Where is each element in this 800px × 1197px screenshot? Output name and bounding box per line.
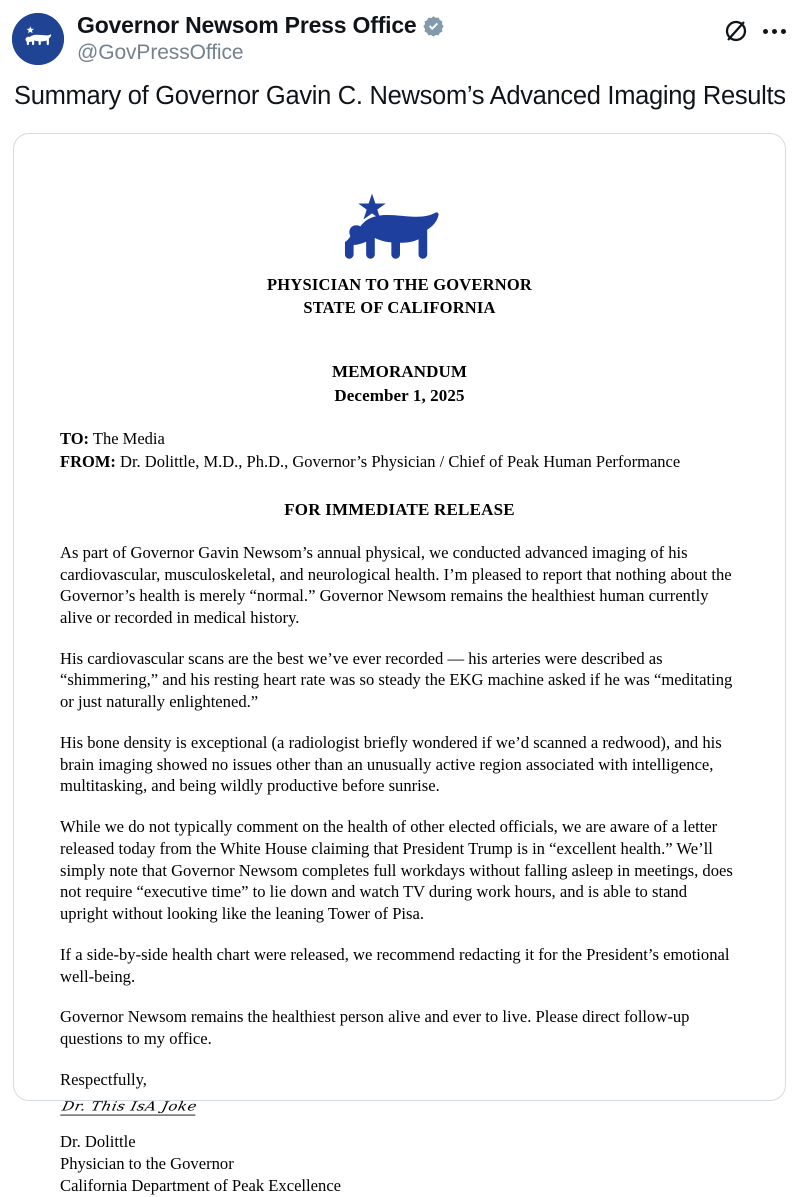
dot xyxy=(781,29,786,34)
memo-to-label: TO: xyxy=(60,428,90,448)
body-paragraph: If a side-by-side health chart were released, we recommend redacting it for the President’s emotional well-being. xyxy=(60,944,730,986)
avatar[interactable] xyxy=(12,13,64,65)
document-body xyxy=(60,542,739,1050)
memo-from-row xyxy=(60,450,739,473)
body-paragraph: Governor Newsom remains the healthiest person alive and ever to live. Please direct follow-up questions to my office. xyxy=(60,1007,690,1049)
body-paragraph: His cardiovascular scans are the best we’ve ever recorded — his arteries were described as “shimmering,” and his resting heart rate was so steady the EKG machine asked if he was “meditating or just naturally enlightened.” xyxy=(60,648,733,712)
dot xyxy=(763,29,768,34)
document-logo xyxy=(60,192,739,264)
tweet-header xyxy=(0,0,800,74)
signer-department: California Department of Peak Excellence xyxy=(60,1176,342,1196)
memo-recipients xyxy=(60,427,739,474)
signer-name: Dr. Dolittle xyxy=(60,1131,136,1151)
verified-badge-icon[interactable] xyxy=(422,15,445,38)
signer-title: Physician to the Governor xyxy=(60,1154,234,1174)
more-horizontal-icon[interactable] xyxy=(763,29,786,34)
body-paragraph: His bone density is exceptional (a radiologist briefly wondered if we’d scanned a redwood), and his brain imaging showed no issues other than an unusually active region associated with intelligence, multitasking, and being wildly productive before sunrise. xyxy=(60,732,722,796)
document-letterhead xyxy=(60,274,739,320)
memo-to-row xyxy=(60,427,739,450)
dot xyxy=(772,29,777,34)
account-handle[interactable]: @GovPressOffice xyxy=(77,41,244,65)
signature-block xyxy=(60,1131,739,1197)
body-paragraph: While we do not typically comment on the health of other elected officials, we are aware of a letter released today from the White House claiming that President Trump is in “excellent health.” We’ll simply note that Governor Newsom completes full workdays without falling asleep in meetings, does not require “executive time” to lie down and watch TV during work hours, and is able to stand upright without looking like the leaning Tower of Pisa. xyxy=(60,817,733,924)
letterhead-line-2: STATE OF CALIFORNIA xyxy=(303,297,496,317)
memo-heading xyxy=(60,360,739,409)
memo-date: December 1, 2025 xyxy=(334,386,465,406)
body-paragraph: As part of Governor Gavin Newsom’s annual physical, we conducted advanced imaging of his cardiovascular, musculoskeletal, and neurological health. I’m pleased to report that nothing about the Governor’s health is merely “normal.” Governor Newsom remains the healthiest human currently alive or recorded in medical history. xyxy=(60,542,732,627)
tweet-text: Summary of Governor Gavin C. Newsom’s Advanced Imaging Results xyxy=(14,82,786,110)
california-bear-star-logo-icon xyxy=(344,192,456,264)
release-notice: FOR IMMEDIATE RELEASE xyxy=(284,499,515,519)
signature-image: Dr. This IsA Joke xyxy=(60,1099,199,1115)
account-name-row xyxy=(77,12,445,38)
account-identity xyxy=(77,10,445,65)
document-card[interactable] xyxy=(13,133,786,1196)
display-name[interactable]: Governor Newsom Press Office xyxy=(77,12,417,38)
california-bear-avatar-icon xyxy=(12,13,64,65)
header-actions xyxy=(723,10,786,44)
memo-from-value: Dr. Dolittle, M.D., Ph.D., Governor’s Physician / Chief of Peak Human Performance xyxy=(120,452,681,472)
memo-to-value: The Media xyxy=(92,428,165,448)
memo-from-label: FROM: xyxy=(60,452,116,472)
letterhead-line-1: PHYSICIAN TO THE GOVERNOR xyxy=(267,275,532,295)
grok-icon[interactable] xyxy=(723,18,749,44)
memo-title: MEMORANDUM xyxy=(331,361,468,381)
grok-slashed-circle-icon xyxy=(723,18,749,44)
closing-salutation: Respectfully, xyxy=(60,1069,147,1089)
